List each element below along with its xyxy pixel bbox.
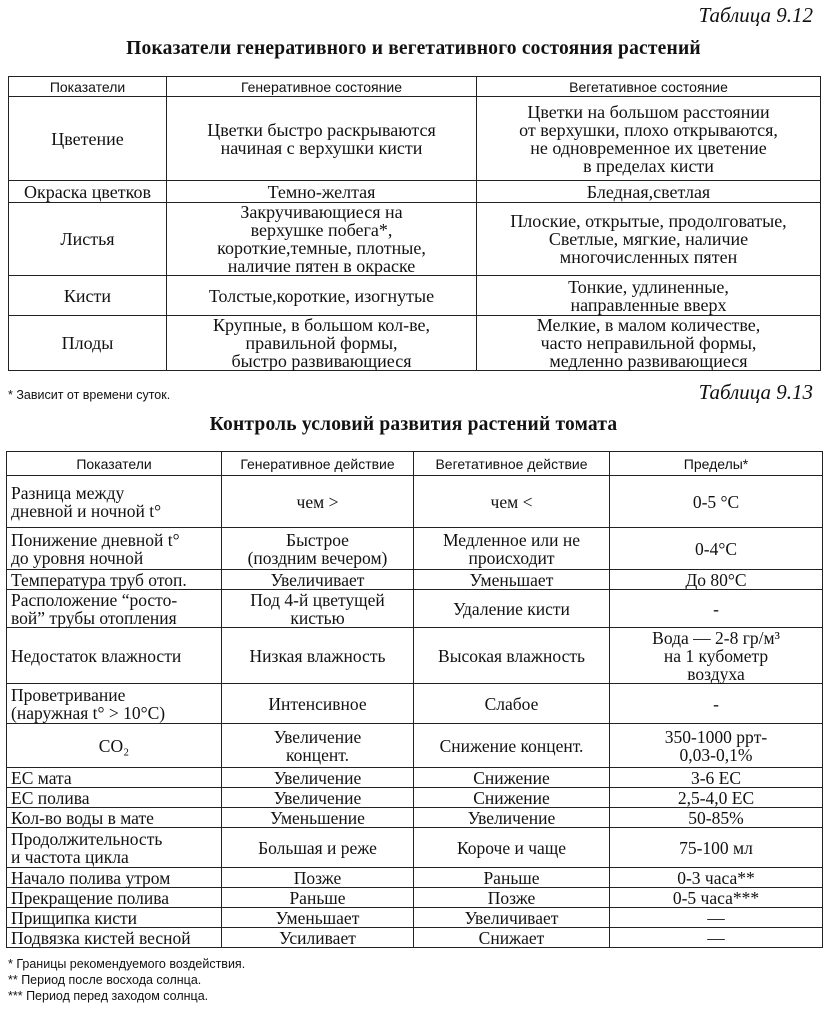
table-cell: Снижает bbox=[414, 928, 610, 948]
table-cell: Плоские, открытые, продолговатые, Светлые, мягкие, наличие многочисленных пятен bbox=[477, 203, 821, 276]
table-cell: 75-100 мл bbox=[610, 828, 823, 868]
table-row bbox=[7, 628, 823, 684]
table-row bbox=[7, 724, 823, 768]
table-cell: Начало полива утром bbox=[7, 868, 222, 888]
table-cell: 50-85% bbox=[610, 808, 823, 828]
table-cell: Медленное или не происходит bbox=[414, 528, 610, 570]
table-cell: 0-5 часа*** bbox=[610, 888, 823, 908]
table-cell: 350-1000 ppт- 0,03-0,1% bbox=[610, 724, 823, 768]
table-row bbox=[7, 476, 823, 528]
table-cell: Позже bbox=[414, 888, 610, 908]
table-cell: Плоды bbox=[9, 316, 167, 371]
table-row bbox=[7, 528, 823, 570]
table-cell: Позже bbox=[222, 868, 414, 888]
table-cell: ЕС полива bbox=[7, 788, 222, 808]
table-cell: Понижение дневной t° до уровня ночной bbox=[7, 528, 222, 570]
header-cell: Пределы* bbox=[610, 452, 823, 476]
table-cell: Короче и чаще bbox=[414, 828, 610, 868]
table-cell: Увеличение концент. bbox=[222, 724, 414, 768]
table-row bbox=[9, 276, 821, 316]
table-cell: Низкая влажность bbox=[222, 628, 414, 684]
table1 bbox=[8, 76, 821, 371]
table-cell: 0-3 часа** bbox=[610, 868, 823, 888]
table1-footnote: * Зависит от времени суток. bbox=[8, 388, 171, 402]
table-cell: Кол-во воды в мате bbox=[7, 808, 222, 828]
table-row bbox=[9, 203, 821, 276]
table-cell: Тонкие, удлиненные, направленные вверх bbox=[477, 276, 821, 316]
table-row bbox=[7, 868, 823, 888]
table-cell: Слабое bbox=[414, 684, 610, 724]
table-cell: Цветение bbox=[9, 97, 167, 181]
table-cell: чем > bbox=[222, 476, 414, 528]
table-cell: Большая и реже bbox=[222, 828, 414, 868]
table-cell: Раньше bbox=[222, 888, 414, 908]
table-cell: Цветки на большом расстоянии от верхушки, плохо открываются, не одновременное их цветение в пределах кисти bbox=[477, 97, 821, 181]
table-cell: Увеличение bbox=[222, 768, 414, 788]
table1-title: Показатели генеративного и вегетативного состояния растений bbox=[126, 38, 701, 59]
header-cell: Генеративное состояние bbox=[167, 77, 477, 97]
table-cell: Интенсивное bbox=[222, 684, 414, 724]
table-row bbox=[7, 788, 823, 808]
table-cell: 0-4°С bbox=[610, 528, 823, 570]
header-cell: Генеративное действие bbox=[222, 452, 414, 476]
table-row bbox=[7, 828, 823, 868]
table-cell: Расположение “росто- вой” трубы отопления bbox=[7, 590, 222, 628]
header-cell: Показатели bbox=[9, 77, 167, 97]
table-cell: Высокая влажность bbox=[414, 628, 610, 684]
table-row bbox=[9, 316, 821, 371]
table-cell: — bbox=[610, 908, 823, 928]
table-cell: Раньше bbox=[414, 868, 610, 888]
table-cell: Увеличивает bbox=[222, 570, 414, 590]
header-cell: Вегетативное состояние bbox=[477, 77, 821, 97]
table-cell: Цветки быстро раскрываются начиная с верхушки кисти bbox=[167, 97, 477, 181]
table-cell: Увеличение bbox=[222, 788, 414, 808]
table-cell: Снижение bbox=[414, 768, 610, 788]
table1-number: Таблица 9.12 bbox=[698, 3, 813, 27]
table-cell: Мелкие, в малом количестве, часто неправильной формы, медленно развивающиеся bbox=[477, 316, 821, 371]
table-cell: Удаление кисти bbox=[414, 590, 610, 628]
table-cell: Кисти bbox=[9, 276, 167, 316]
table-cell: Вода — 2-8 гр/м³ на 1 кубометр воздуха bbox=[610, 628, 823, 684]
table-cell: Снижение концент. bbox=[414, 724, 610, 768]
table-cell: — bbox=[610, 928, 823, 948]
table-cell: Усиливает bbox=[222, 928, 414, 948]
table-cell: Продолжительность и частота цикла bbox=[7, 828, 222, 868]
table1-header-row bbox=[9, 77, 821, 97]
table-cell: 0-5 °С bbox=[610, 476, 823, 528]
table-cell: Окраска цветков bbox=[9, 181, 167, 203]
table2 bbox=[6, 451, 823, 948]
table-cell: 3-6 ЕС bbox=[610, 768, 823, 788]
table-row bbox=[9, 181, 821, 203]
table-cell: Крупные, в большом кол-ве, правильной формы, быстро развивающиеся bbox=[167, 316, 477, 371]
table-cell: чем < bbox=[414, 476, 610, 528]
table-cell: Прекращение полива bbox=[7, 888, 222, 908]
table-cell: Бледная,светлая bbox=[477, 181, 821, 203]
table-cell: - bbox=[610, 684, 823, 724]
table2-footnote-3: *** Период перед заходом солнца. bbox=[8, 989, 209, 1003]
table-row bbox=[7, 684, 823, 724]
table-cell: Увеличивает bbox=[414, 908, 610, 928]
table-row bbox=[7, 928, 823, 948]
table-row bbox=[7, 590, 823, 628]
table-cell: Уменьшает bbox=[222, 908, 414, 928]
table-row bbox=[7, 768, 823, 788]
table-cell: Прищипка кисти bbox=[7, 908, 222, 928]
header-cell: Показатели bbox=[7, 452, 222, 476]
table-cell: Недостаток влажности bbox=[7, 628, 222, 684]
table-cell: ЕС мата bbox=[7, 768, 222, 788]
table-cell: Закручивающиеся на верхушке побега*, короткие,темные, плотные, наличие пятен в окраске bbox=[167, 203, 477, 276]
table-cell: CO₂ bbox=[7, 724, 222, 768]
table-cell: Разница между дневной и ночной t° bbox=[7, 476, 222, 528]
table2-footnote-1: * Границы рекомендуемого воздействия. bbox=[8, 957, 246, 971]
table-cell: Проветривание (наружная t° > 10°С) bbox=[7, 684, 222, 724]
table2-footnote-2: ** Период после восхода солнца. bbox=[8, 973, 202, 987]
table-row bbox=[9, 97, 821, 181]
table-cell: Толстые,короткие, изогнутые bbox=[167, 276, 477, 316]
header-cell: Вегетативное действие bbox=[414, 452, 610, 476]
table2-header-row bbox=[7, 452, 823, 476]
table-row bbox=[7, 908, 823, 928]
table2-number: Таблица 9.13 bbox=[698, 380, 813, 404]
table-cell: Листья bbox=[9, 203, 167, 276]
table-cell: Уменьшает bbox=[414, 570, 610, 590]
table-cell: - bbox=[610, 590, 823, 628]
table-row bbox=[7, 808, 823, 828]
table-cell: Темно-желтая bbox=[167, 181, 477, 203]
table-cell: Снижение bbox=[414, 788, 610, 808]
table-cell: Подвязка кистей весной bbox=[7, 928, 222, 948]
table2-title: Контроль условий развития растений томата bbox=[209, 414, 618, 435]
table-cell: Под 4-й цветущей кистью bbox=[222, 590, 414, 628]
table-cell: До 80°С bbox=[610, 570, 823, 590]
table-cell: Температура труб отоп. bbox=[7, 570, 222, 590]
table-row bbox=[7, 888, 823, 908]
table-cell: Быстрое (поздним вечером) bbox=[222, 528, 414, 570]
table-row bbox=[7, 570, 823, 590]
table-cell: Увеличение bbox=[414, 808, 610, 828]
table-cell: 2,5-4,0 ЕС bbox=[610, 788, 823, 808]
table-cell: Уменьшение bbox=[222, 808, 414, 828]
